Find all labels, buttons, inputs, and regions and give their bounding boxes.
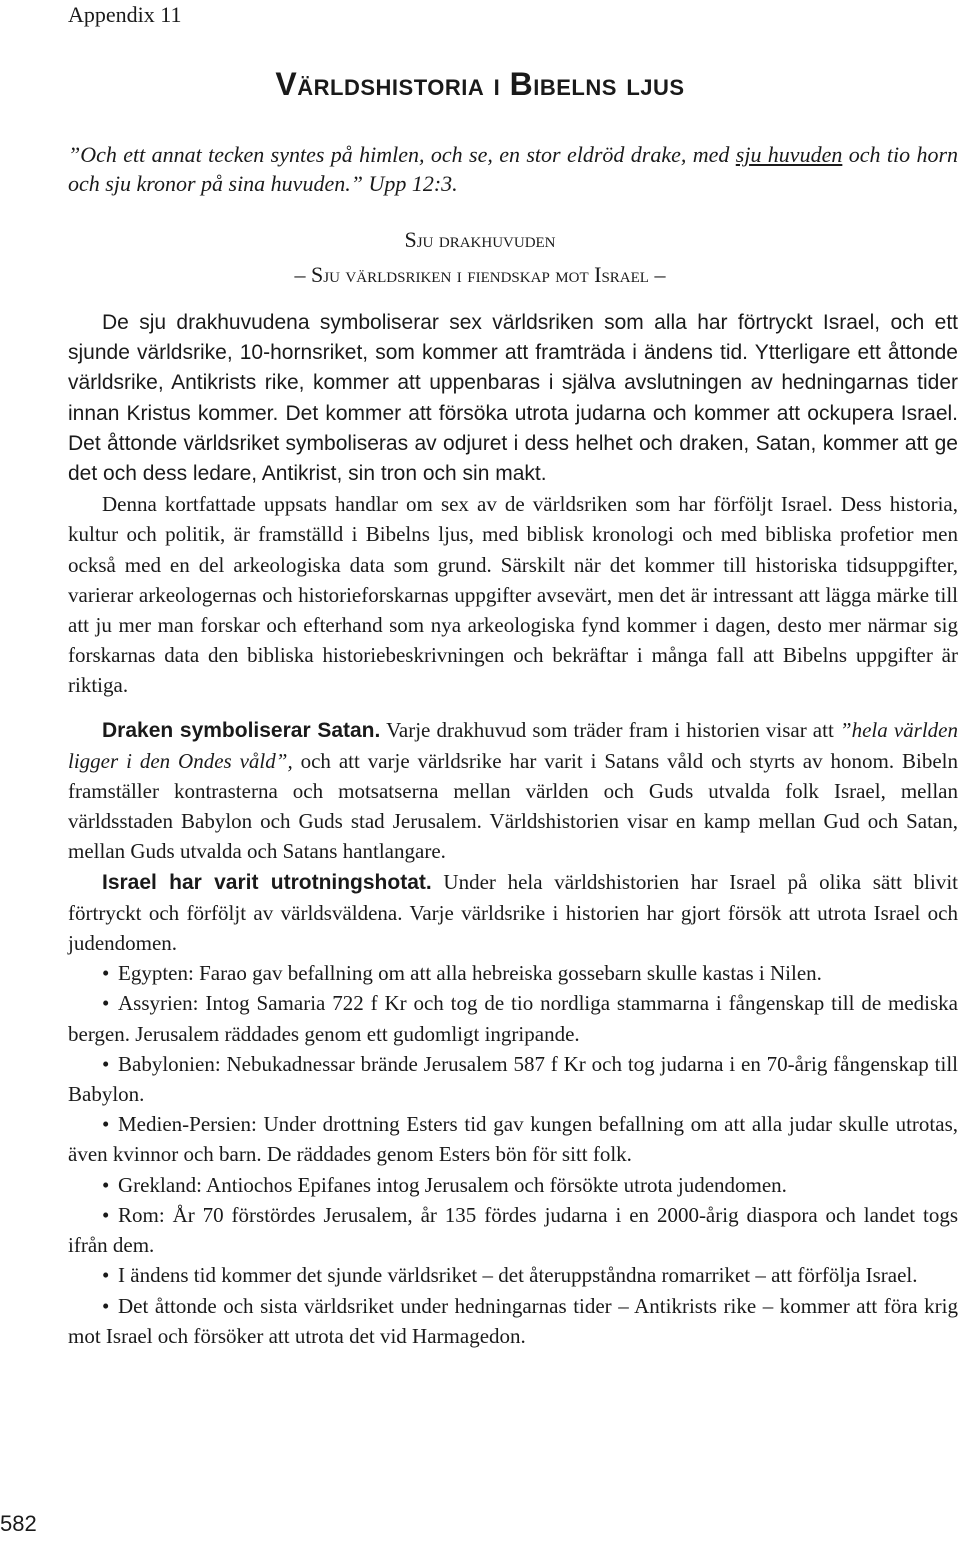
list-item: [68, 988, 958, 1048]
list-item-text: Babylonien: Nebukadnessar brände Jerusalem 587 f Kr och tog judarna i en 70-årig fångenskap till Babylon.: [68, 1051, 958, 1107]
paragraph-lead: Draken symboliserar Satan.: [102, 718, 381, 742]
section-subtitle: Sju drakhuvuden: [404, 227, 556, 252]
list-item: [68, 1109, 958, 1169]
list-item-text: I ändens tid kommer det sjunde världsriket – det återuppståndna romarriket – att förfölja Israel.: [118, 1263, 918, 1288]
list-item: [68, 1291, 958, 1351]
bullet-icon: •: [102, 1293, 110, 1318]
list-item-text: Medien-Persien: Under drottning Esters tid gav kungen befallning om att alla judar skulle utrotas, även kvinnor och barn. De räddades genom Esters bön för sitt folk.: [68, 1112, 958, 1167]
bullet-icon: •: [102, 1172, 110, 1197]
page-number: 582: [0, 1511, 37, 1536]
paragraph-text: Under hela världshistorien har Israel på olika sätt blivit förtryckt och förföljt av världsväldena. Varje världsrike i historien har gjort försök att utrota Israel och judendomen.: [68, 869, 958, 956]
page-title: Världshistoria i Bibelns ljus: [275, 66, 685, 102]
paragraph-intro: De sju drakhuvudena symboliserar sex världsriken som alla har förtryckt Israel, och ett sjunde världsrike, 10-hornsriket, som kommer att framträda i ändens tid. Ytterligare ett åttonde världsrike, Antikrists rike, kommer att uppenbaras i själva avslutningen av hedningarnas tider innan Kristus kommer. Det kommer att försöka utrota judarna och kommer att ockupera Israel. Det åttonde världsriket symboliseras av odjuret i dess helhet och draken, Satan, kommer att ge det och dess ledare, Antikrist, sin tron och sin makt.: [68, 311, 958, 486]
epigraph-text-end: och tio horn och sju kronor på sina huvuden.” Upp 12:3.: [68, 142, 959, 196]
section-subtitle-secondary: – Sju världsriken i fiendskap mot Israel –: [294, 262, 666, 287]
body-text: [68, 308, 958, 1351]
list-item: [68, 1260, 958, 1290]
bullet-icon: •: [102, 991, 110, 1016]
list-item-text: Det åttonde och sista världsriket under hedningarnas tider – Antikrists rike – kommer att föra krig mot Israel och försöker att utrota det vid Harmagedon.: [68, 1293, 958, 1348]
list-item: [68, 958, 958, 988]
bullet-icon: •: [102, 1112, 110, 1137]
paragraph-lead: Israel har varit utrotningshotat.: [102, 870, 432, 894]
list-item: [68, 1170, 958, 1200]
list-item-text: Grekland: Antiochos Epifanes intog Jerusalem och försökte utrota judendomen.: [118, 1172, 787, 1197]
epigraph-underlined: sju huvuden: [735, 142, 843, 167]
bullet-icon: •: [102, 1202, 110, 1227]
list-item-text: Assyrien: Intog Samaria 722 f Kr och tog de tio nordliga stammarna i fångenskap till de mediska bergen. Jerusalem räddades genom ett gudomligt ingripande.: [68, 991, 958, 1046]
list-item: [68, 1200, 958, 1260]
bullet-icon: •: [102, 1051, 110, 1076]
epigraph-text: ”Och ett annat tecken syntes på himlen, och se, en stor eldröd drake, med: [68, 142, 736, 167]
bullet-icon: •: [102, 1263, 110, 1288]
list-item: [68, 1049, 958, 1109]
epigraph-quote: [68, 140, 958, 198]
paragraph-quote: ”hela världen ligger i den Ondes våld”,: [68, 717, 958, 773]
paragraph-israel: [68, 867, 958, 959]
paragraph-text: Varje drakhuvud som träder fram i historien visar att: [380, 717, 840, 742]
running-header: Appendix 11: [68, 2, 182, 27]
list-item-text: Rom: År 70 förstördes Jerusalem, år 135 fördes judarna i en 2000-årig diaspora och landet togs ifrån dem.: [68, 1202, 958, 1258]
paragraph-summary: Denna kortfattade uppsats handlar om sex av de världsriken som har förföljt Israel. Dess historia, kultur och politik, är framställd i Bibelns ljus, med biblisk kronologi och med bibliska profetior men också med en del arkeologiska data som grund. Särskilt när det kommer till historiska tidsuppgifter, varierar arkeologernas och historieforskarnas uppgifter avsevärt, men det är intressant att lägga märke till att ju mer man forskar och efterhand som nya arkeologiska fynd kommer i dagen, desto mer närmar sig forskarnas data den bibliska historiebeskrivningen och bekräftar i många fall att Bibelns uppgifter är riktiga.: [68, 492, 958, 698]
list-item-text: Egypten: Farao gav befallning om att alla hebreiska gossebarn skulle kastas i Nilen.: [118, 961, 822, 986]
paragraph-satan: [68, 715, 958, 867]
paragraph-text: och att varje världsrike har varit i Satans våld och styrts av honom. Bibeln framställer kontrasterna och motsatserna mellan världen och Guds utvalda folk Israel, mellan världsstaden Babylon och Guds stad Jerusalem. Världshistorien visar en kamp mellan Gud och Satan, mellan Guds utvalda och Satans hantlangare.: [68, 748, 959, 864]
bullet-icon: •: [102, 961, 110, 986]
